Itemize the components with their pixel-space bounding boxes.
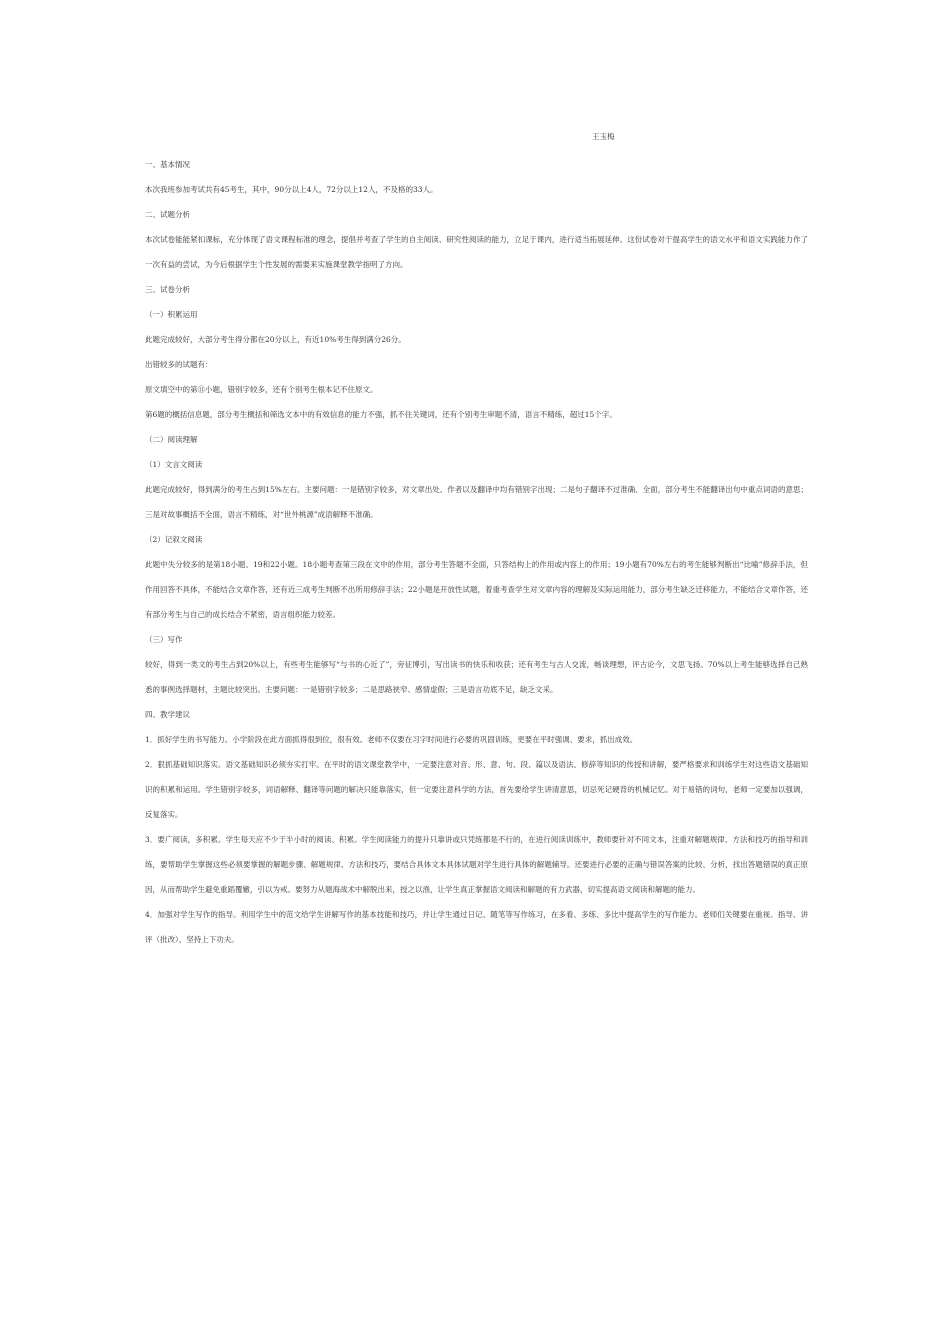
subheading-writing: （三）写作 xyxy=(145,635,183,644)
heading-teaching-suggestions: 四、教学建议 xyxy=(145,710,190,719)
author-name: 王玉梅 xyxy=(592,132,615,141)
subheading-reading: （二）阅读理解 xyxy=(145,435,198,444)
paragraph-suggestion-1: 1．抓好学生的书写能力。小学阶段在此方面抓得很到位，很有效。老师不仅要在习字时间进行必要的巩固训练，更要在平时强调、要求，抓出成效。 xyxy=(145,735,638,744)
paragraph-question-analysis: 本次试卷能能紧扣课标，充分体现了语文课程标准的理念，提倡并考查了学生的自主阅读、研究性阅读的能力，立足于课内，进行适当拓展延伸。这份试卷对于提高学生的语文水平和语文实践能力作了一次有益的尝试，为今后根据学生个性发展的需要来实施课堂教学指明了方向。 xyxy=(145,235,808,269)
paragraph-error-fill-blank: 原文填空中的第⑪小题，错别字较多，还有个别考生根本记不住原文。 xyxy=(145,385,378,394)
paragraph-classical-reading: 此题完成较好，得到满分的考生占到15%左右。主要问题：一是错别字较多，对文章出处、作者以及翻译中均有错别字出现；二是句子翻译不过准确、全面，部分考生不能翻译出句中重点词语的意思；三是对故事概括不全面，语言不精练，对“世外桃源”成语解释不准确。 xyxy=(145,485,808,519)
paragraph-suggestion-3: 3．要广阅读，多积累。学生每天应不少于半小时的阅读、积累。学生阅读能力的提升只靠讲或只凭练都是不行的，在进行阅读训练中，教师要针对不同文本，注重对解题规律、方法和技巧的指导和训练，要帮助学生掌握这些必须要掌握的解题步骤、解题规律、方法和技巧，要结合具体文本具体试题对学生进行具体的解题辅导。还要进行必要的正确与错误答案的比较、分析，找出答题错误的真正原因，从而帮助学生避免重蹈覆辙，引以为戒。要努力从题海战术中解脱出来，授之以渔，让学生真正掌握语文阅读和解题的有力武器，切实提高语文阅读和解题的能力。 xyxy=(145,835,808,894)
heading-paper-analysis: 三、试卷分析 xyxy=(145,285,190,294)
paragraph-error-summary: 第6题的概括信息题，部分考生概括和筛选文本中的有效信息的能力不强，抓不住关键词，还有个别考生审题不清，语言不精练，超过15个字。 xyxy=(145,410,617,419)
paragraph-narrative-reading: 此题中失分较多的是第18小题、19和22小题。18小题考查第三段在文中的作用，部分考生答题不全面，只答结构上的作用或内容上的作用；19小题有70%左右的考生能够判断出“比喻”修辞手法，但作用回答不具体，不能结合文章作答，还有近三成考生判断不出所用修辞手法；22小题是开放性试题，着重考查学生对文章内容的理解及实际运用能力，部分考生缺乏迁移能力，不能结合文章作答，还有部分考生与自己的成长结合不紧密，语言组织能力较差。 xyxy=(145,560,808,619)
paragraph-writing: 较好，得到一类文的考生占到20%以上，有些考生能够写“与书的心近了”，旁征博引，写出读书的快乐和收获；还有考生与古人交流，畅谈理想，评古论今，文思飞扬。70%以上考生能够选择自己熟悉的事例选择题材，主题比较突出。主要问题：一是错别字较多；二是思路狭窄、感情虚假；三是语言功底不足，缺乏文采。 xyxy=(145,660,808,694)
document-body xyxy=(145,152,808,952)
paragraph-suggestion-4: 4．加强对学生写作的指导。利用学生中的范文给学生讲解写作的基本技能和技巧，并让学生通过日记、随笔等写作练习，在多看、多练、多比中提高学生的写作能力。老师们关键要在重视、指导、讲评（批改）、坚持上下功夫。 xyxy=(145,910,808,944)
subheading-classical-reading: （1）文言文阅读 xyxy=(145,460,203,469)
heading-basic-situation: 一、基本情况 xyxy=(145,160,190,169)
subheading-narrative-reading: （2）记叙文阅读 xyxy=(145,535,203,544)
paragraph-exam-stats: 本次我班参加考试共有45考生，其中，90分以上4人，72分以上12人，不及格的33人。 xyxy=(145,185,438,194)
heading-question-analysis: 二、试题分析 xyxy=(145,210,190,219)
paragraph-error-intro: 出错较多的试题有： xyxy=(145,360,213,369)
paragraph-accumulation-result: 此题完成较好，大部分考生得分都在20分以上，有近10%考生得到满分26分。 xyxy=(145,335,406,344)
paragraph-suggestion-2: 2．狠抓基础知识落实。语文基础知识必须夯实打牢。在平时的语文课堂教学中，一定要注意对音、形、意、句、段、篇以及语法、修辞等知识的传授和讲解，要严格要求和训练学生对这些语文基础知识的积累和运用。学生错别字较多，词语解释、翻译等问题的解决只能靠落实，但一定要注意科学的方法，首先要给学生讲清意思，切忌死记硬背的机械记忆。对于易错的词句，老师一定要加以强调，反复落实。 xyxy=(145,760,808,819)
subheading-accumulation: （一）积累运用 xyxy=(145,310,198,319)
